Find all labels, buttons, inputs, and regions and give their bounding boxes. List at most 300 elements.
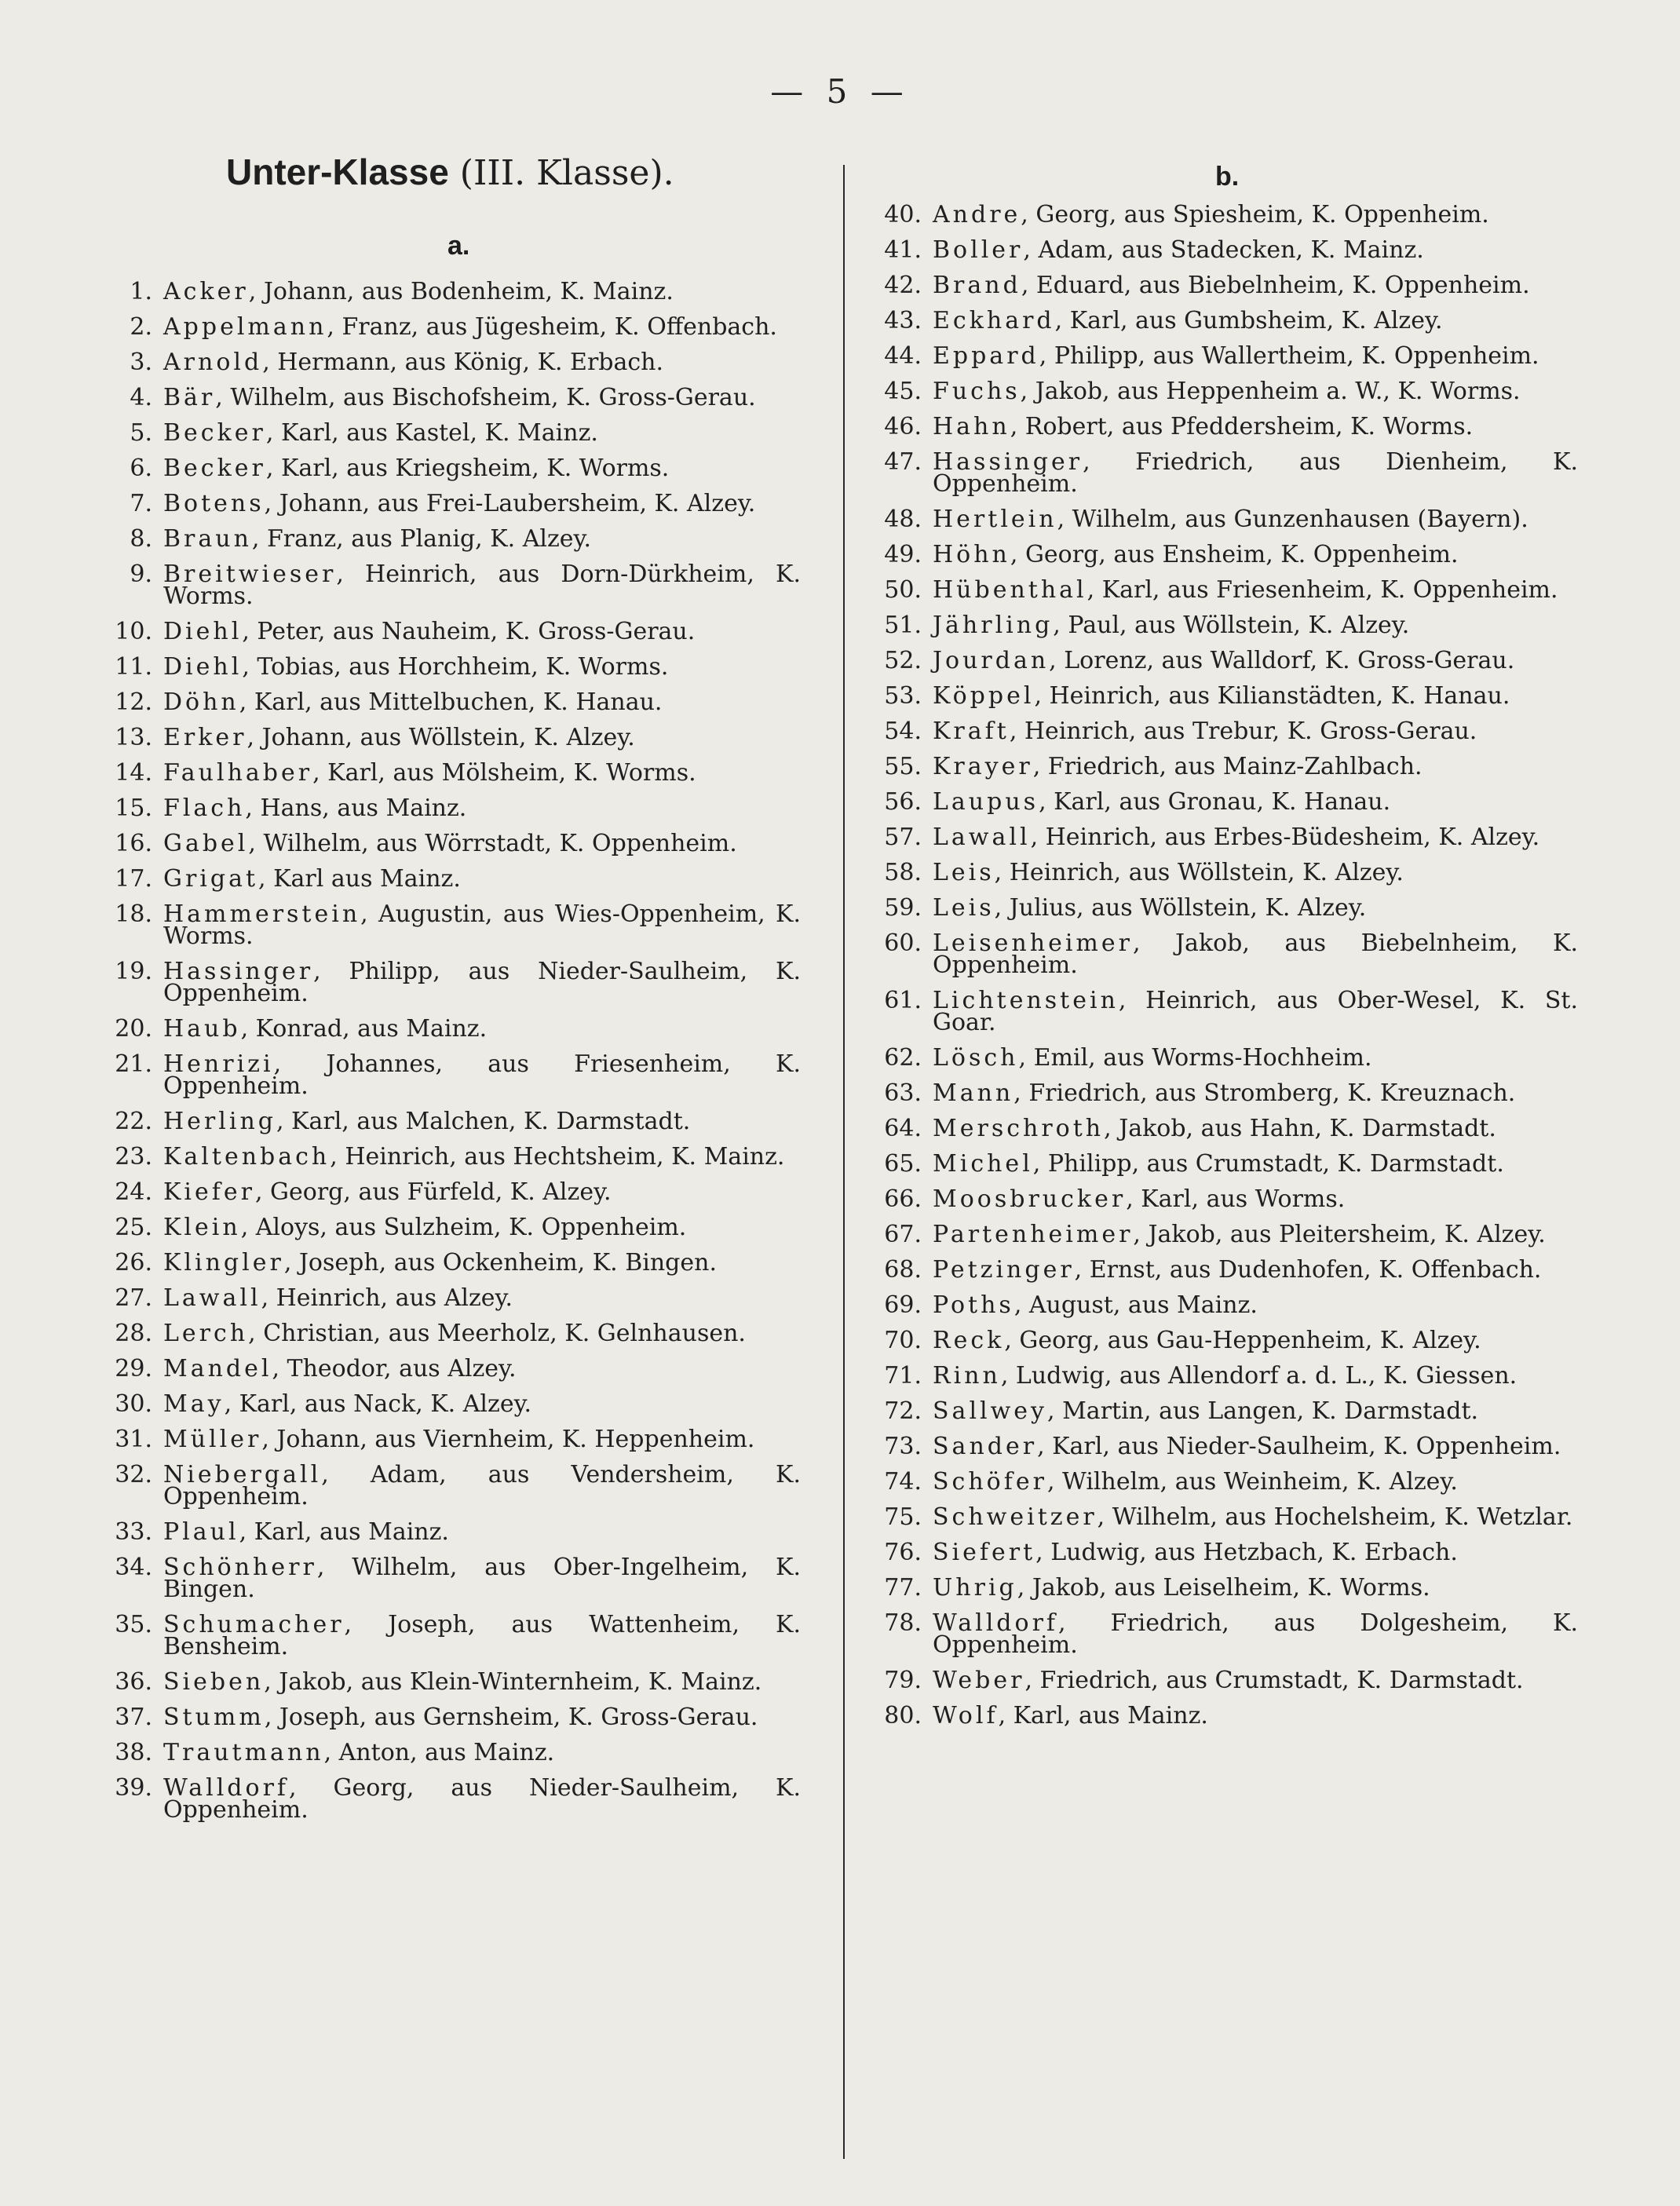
entry-number: 33.: [115, 1518, 152, 1546]
list-item: [871, 1327, 1578, 1354]
entry-details: , Karl, aus Mölsheim, K. Worms.: [312, 759, 696, 787]
entry-number: 41.: [884, 236, 922, 264]
entry-surname: Krayer: [933, 753, 1033, 780]
entry-details: , Martin, aus Langen, K. Darmstadt.: [1047, 1397, 1479, 1425]
entry-surname: Arnold: [163, 349, 263, 376]
list-item: [102, 724, 801, 751]
entry-details: , Wilhelm, aus Wörrstadt, K. Oppenheim.: [248, 830, 737, 857]
list-item: [871, 1539, 1578, 1566]
entry-number: 60.: [884, 930, 922, 957]
entry-surname: Hertlein: [933, 506, 1057, 533]
entry-details: , Friedrich, aus Crumstadt, K. Darmstadt.: [1024, 1667, 1524, 1694]
list-item: [102, 525, 801, 553]
list-item: [102, 278, 801, 305]
entry-number: 71.: [884, 1362, 922, 1390]
list-item: [871, 1256, 1578, 1284]
entry-details: , Ernst, aus Dudenhofen, K. Offenbach.: [1074, 1256, 1542, 1284]
entry-number: 66.: [884, 1185, 922, 1213]
list-item: [871, 824, 1578, 851]
entry-surname: Köppel: [933, 682, 1035, 710]
entry-surname: Leis: [933, 894, 995, 922]
entry-surname: May: [163, 1390, 225, 1418]
entry-details: , Ludwig, aus Hetzbach, K. Erbach.: [1035, 1539, 1458, 1566]
entry-details: , Wilhelm, aus Bischofsheim, K. Gross-Gerau.: [215, 384, 756, 411]
list-item: [871, 1702, 1578, 1729]
entry-details: , Georg, aus Ensheim, K. Oppenheim.: [1010, 541, 1459, 568]
entry-details: , Heinrich, aus Erbes-Büdesheim, K. Alzey.: [1030, 824, 1540, 851]
entry-number: 51.: [884, 612, 922, 639]
list-item: [102, 1426, 801, 1453]
entry-surname: Lawall: [163, 1284, 261, 1312]
entry-surname: Sallwey: [933, 1397, 1048, 1425]
entry-details: , Theodor, aus Alzey.: [272, 1355, 517, 1382]
entry-number: 3.: [130, 349, 152, 376]
entry-details: , Jakob, aus Pleitersheim, K. Alzey.: [1133, 1221, 1546, 1248]
list-item: [102, 349, 801, 376]
list-item: [871, 342, 1578, 370]
entry-details: , Jakob, aus Klein-Winternheim, K. Mainz.: [264, 1668, 762, 1696]
entry-surname: Fuchs: [933, 378, 1021, 405]
list-item: [871, 1150, 1578, 1178]
entry-details: , Joseph, aus Wattenheim, K. Bensheim.: [163, 1611, 801, 1660]
entry-details: , August, aus Mainz.: [1013, 1291, 1258, 1319]
entry-details: , Georg, aus Spiesheim, K. Oppenheim.: [1021, 201, 1489, 228]
entry-surname: Siefert: [933, 1539, 1036, 1566]
list-item: [871, 272, 1578, 299]
entry-number: 63.: [884, 1079, 922, 1107]
entry-details: , Jakob, aus Hahn, K. Darmstadt.: [1104, 1115, 1496, 1142]
entry-details: , Georg, aus Nieder-Saulheim, K. Oppenheim.: [163, 1774, 801, 1824]
entry-number: 58.: [884, 859, 922, 886]
entry-surname: Brand: [933, 272, 1021, 299]
list-item: [102, 1611, 801, 1660]
entry-surname: Trautmann: [163, 1739, 324, 1766]
list-item: [102, 419, 801, 447]
entry-number: 14.: [115, 759, 152, 787]
entry-number: 48.: [884, 506, 922, 533]
entry-details: , Heinrich, aus Dorn-Dürkheim, K. Worms.: [163, 561, 801, 610]
entry-details: , Heinrich, aus Ober-Wesel, K. St. Goar.: [933, 987, 1578, 1036]
list-item: [102, 1108, 801, 1135]
entry-details: , Karl, aus Nack, K. Alzey.: [224, 1390, 532, 1418]
entry-surname: Höhn: [933, 541, 1010, 568]
entry-number: 61.: [884, 987, 922, 1014]
entry-details: , Karl, aus Gronau, K. Hanau.: [1039, 788, 1391, 816]
entry-number: 24.: [115, 1178, 152, 1206]
list-item: [871, 307, 1578, 334]
entry-surname: Michel: [933, 1150, 1033, 1178]
entry-surname: Lawall: [933, 824, 1031, 851]
list-item: [871, 1503, 1578, 1531]
entry-details: , Friedrich, aus Dienheim, K. Oppenheim.: [933, 448, 1578, 498]
list-item: [871, 1115, 1578, 1142]
entry-surname: Schöfer: [933, 1468, 1047, 1496]
entry-details: , Franz, aus Jügesheim, K. Offenbach.: [327, 313, 777, 341]
entry-surname: Henrizi: [163, 1050, 274, 1078]
entry-number: 49.: [884, 541, 922, 568]
entry-number: 4.: [130, 384, 152, 411]
list-item: [871, 682, 1578, 710]
entry-details: , Tobias, aus Horchheim, K. Worms.: [242, 653, 669, 681]
entry-number: 21.: [115, 1050, 152, 1078]
list-item: [871, 1574, 1578, 1602]
entry-details: , Julius, aus Wöllstein, K. Alzey.: [994, 894, 1367, 922]
list-item: [102, 900, 801, 950]
list-item: [102, 1668, 801, 1696]
entry-surname: Mandel: [163, 1355, 272, 1382]
entry-details: , Wilhelm, aus Weinheim, K. Alzey.: [1046, 1468, 1458, 1496]
entry-number: 65.: [884, 1150, 922, 1178]
entry-number: 44.: [884, 342, 922, 370]
entry-details: , Konrad, aus Mainz.: [240, 1015, 488, 1043]
student-list-b: [871, 201, 1578, 1740]
entry-surname: Lichtenstein: [933, 987, 1119, 1014]
column-label-a: a.: [447, 231, 470, 261]
list-item: [102, 455, 801, 482]
entry-surname: Sander: [933, 1433, 1038, 1460]
list-item: [102, 1214, 801, 1241]
list-item: [871, 1468, 1578, 1496]
entry-details: , Karl, aus Mittelbuchen, K. Hanau.: [239, 688, 663, 716]
list-item: [102, 653, 801, 681]
list-item: [871, 541, 1578, 568]
entry-number: 43.: [884, 307, 922, 334]
entry-surname: Bär: [163, 384, 216, 411]
list-item: [871, 1185, 1578, 1213]
entry-surname: Herling: [163, 1108, 276, 1135]
entry-details: , Johann, aus Frei-Laubersheim, K. Alzey.: [264, 490, 756, 517]
entry-details: , Karl, aus Mainz.: [239, 1518, 449, 1546]
list-item: [102, 1739, 801, 1766]
entry-details: , Paul, aus Wöllstein, K. Alzey.: [1053, 612, 1410, 639]
entry-details: , Ludwig, aus Allendorf a. d. L., K. Giessen.: [1000, 1362, 1517, 1390]
entry-number: 16.: [115, 830, 152, 857]
entry-details: , Johann, aus Bodenheim, K. Mainz.: [248, 278, 674, 305]
entry-number: 12.: [115, 688, 152, 716]
entry-number: 45.: [884, 378, 922, 405]
entry-surname: Eckhard: [933, 307, 1055, 334]
entry-surname: Becker: [163, 455, 266, 482]
entry-number: 73.: [884, 1433, 922, 1460]
entry-details: , Heinrich, aus Hechtsheim, K. Mainz.: [330, 1143, 785, 1171]
entry-surname: Botens: [163, 490, 265, 517]
entry-number: 5.: [130, 419, 152, 447]
entry-details: , Lorenz, aus Walldorf, K. Gross-Gerau.: [1049, 647, 1515, 674]
entry-number: 80.: [884, 1702, 922, 1729]
list-item: [102, 490, 801, 517]
entry-details: , Karl, aus Malchen, K. Darmstadt.: [276, 1108, 691, 1135]
entry-details: , Jakob, aus Leiselheim, K. Worms.: [1017, 1574, 1430, 1602]
entry-number: 32.: [115, 1461, 152, 1488]
entry-details: , Karl, aus Friesenheim, K. Oppenheim.: [1087, 576, 1558, 604]
list-item: [102, 1050, 801, 1100]
entry-number: 34.: [115, 1554, 152, 1581]
entry-surname: Mann: [933, 1079, 1014, 1107]
entry-surname: Kraft: [933, 718, 1010, 745]
list-item: [871, 448, 1578, 498]
list-item: [102, 759, 801, 787]
entry-details: , Hans, aus Mainz.: [245, 794, 467, 822]
entry-number: 38.: [115, 1739, 152, 1766]
entry-surname: Hassinger: [933, 448, 1083, 476]
entry-number: 47.: [884, 448, 922, 476]
entry-number: 62.: [884, 1044, 922, 1072]
list-item: [871, 1433, 1578, 1460]
entry-surname: Jährling: [933, 612, 1054, 639]
list-item: [871, 612, 1578, 639]
entry-number: 72.: [884, 1397, 922, 1425]
entry-surname: Uhrig: [933, 1574, 1017, 1602]
list-item: [102, 794, 801, 822]
entry-details: , Karl, aus Nieder-Saulheim, K. Oppenheim.: [1037, 1433, 1561, 1460]
entry-number: 9.: [130, 561, 152, 588]
entry-number: 50.: [884, 576, 922, 604]
list-item: [871, 1291, 1578, 1319]
entry-number: 18.: [115, 900, 152, 928]
entry-number: 69.: [884, 1291, 922, 1319]
list-item: [871, 576, 1578, 604]
entry-number: 77.: [884, 1574, 922, 1602]
entry-details: , Eduard, aus Biebelnheim, K. Oppenheim.: [1021, 272, 1530, 299]
list-item: [871, 894, 1578, 922]
entry-surname: Sieben: [163, 1668, 265, 1696]
list-item: [871, 1079, 1578, 1107]
entry-number: 52.: [884, 647, 922, 674]
entry-details: , Friedrich, aus Stromberg, K. Kreuznach.: [1013, 1079, 1516, 1107]
entry-details: , Friedrich, aus Dolgesheim, K. Oppenheim.: [933, 1609, 1578, 1659]
entry-number: 68.: [884, 1256, 922, 1284]
entry-number: 2.: [130, 313, 152, 341]
entry-details: , Karl, aus Mainz.: [998, 1702, 1208, 1729]
entry-number: 64.: [884, 1115, 922, 1142]
entry-surname: Schönherr: [163, 1554, 317, 1581]
entry-details: , Johannes, aus Friesenheim, K. Oppenheim.: [163, 1050, 801, 1100]
entry-number: 67.: [884, 1221, 922, 1248]
entry-details: , Wilhelm, aus Hochelsheim, K. Wetzlar.: [1097, 1503, 1573, 1531]
entry-surname: Kaltenbach: [163, 1143, 331, 1171]
entry-number: 39.: [115, 1774, 152, 1802]
entry-details: , Philipp, aus Crumstadt, K. Darmstadt.: [1032, 1150, 1504, 1178]
list-item: [871, 506, 1578, 533]
list-item: [102, 1015, 801, 1043]
entry-number: 15.: [115, 794, 152, 822]
list-item: [871, 1362, 1578, 1390]
entry-number: 40.: [884, 201, 922, 228]
entry-surname: Rinn: [933, 1362, 1001, 1390]
list-item: [102, 1390, 801, 1418]
entry-details: , Heinrich, aus Kilianstädten, K. Hanau.: [1034, 682, 1510, 710]
entry-surname: Haub: [163, 1015, 241, 1043]
entry-details: , Jakob, aus Heppenheim a. W., K. Worms.: [1020, 378, 1521, 405]
entry-details: , Philipp, aus Nieder-Saulheim, K. Oppenheim.: [163, 958, 801, 1007]
entry-number: 53.: [884, 682, 922, 710]
entry-details: , Georg, aus Gau-Heppenheim, K. Alzey.: [1004, 1327, 1481, 1354]
entry-details: , Heinrich, aus Trebur, K. Gross-Gerau.: [1009, 718, 1477, 745]
entry-surname: Poths: [933, 1291, 1014, 1319]
entry-details: , Christian, aus Meerholz, K. Gelnhausen.: [248, 1320, 746, 1347]
entry-surname: Stumm: [163, 1704, 265, 1731]
list-item: [871, 930, 1578, 979]
list-item: [102, 1774, 801, 1824]
entry-surname: Laupus: [933, 788, 1039, 816]
entry-number: 13.: [115, 724, 152, 751]
entry-surname: Diehl: [163, 618, 243, 645]
entry-details: , Wilhelm, aus Ober-Ingelheim, K. Bingen.: [163, 1554, 801, 1603]
entry-surname: Jourdan: [933, 647, 1050, 674]
list-item: [871, 236, 1578, 264]
entry-number: 1.: [130, 278, 152, 305]
entry-details: , Karl, aus Worms.: [1126, 1185, 1346, 1213]
list-item: [102, 1320, 801, 1347]
entry-details: , Philipp, aus Wallertheim, K. Oppenheim.: [1039, 342, 1539, 370]
entry-surname: Boller: [933, 236, 1024, 264]
entry-surname: Erker: [163, 724, 247, 751]
entry-surname: Becker: [163, 419, 266, 447]
entry-surname: Hassinger: [163, 958, 314, 985]
entry-surname: Diehl: [163, 653, 243, 681]
entry-surname: Leisenheimer: [933, 930, 1133, 957]
column-divider: [843, 165, 845, 2159]
entry-surname: Leis: [933, 859, 995, 886]
entry-details: , Anton, aus Mainz.: [323, 1739, 555, 1766]
entry-number: 27.: [115, 1284, 152, 1312]
entry-details: , Franz, aus Planig, K. Alzey.: [251, 525, 592, 553]
entry-number: 30.: [115, 1390, 152, 1418]
entry-details: , Peter, aus Nauheim, K. Gross-Gerau.: [242, 618, 696, 645]
entry-surname: Müller: [163, 1426, 262, 1453]
list-item: [871, 1609, 1578, 1659]
list-item: [102, 1518, 801, 1546]
heading-main: Unter-Klasse: [226, 152, 449, 192]
entry-details: , Joseph, aus Ockenheim, K. Bingen.: [283, 1249, 717, 1276]
entry-number: 22.: [115, 1108, 152, 1135]
entry-details: , Heinrich, aus Alzey.: [261, 1284, 513, 1312]
list-item: [871, 753, 1578, 780]
list-item: [871, 1044, 1578, 1072]
entry-details: , Adam, aus Stadecken, K. Mainz.: [1023, 236, 1424, 264]
entry-number: 29.: [115, 1355, 152, 1382]
entry-surname: Kiefer: [163, 1178, 255, 1206]
entry-details: , Aloys, aus Sulzheim, K. Oppenheim.: [240, 1214, 687, 1241]
entry-details: , Johann, aus Wöllstein, K. Alzey.: [247, 724, 635, 751]
entry-details: , Adam, aus Vendersheim, K. Oppenheim.: [163, 1461, 801, 1510]
entry-details: , Karl, aus Kastel, K. Mainz.: [265, 419, 598, 447]
list-item: [102, 384, 801, 411]
entry-surname: Acker: [163, 278, 249, 305]
entry-surname: Niebergall: [163, 1461, 322, 1488]
list-item: [871, 647, 1578, 674]
entry-number: 46.: [884, 413, 922, 440]
entry-number: 11.: [115, 653, 152, 681]
entry-details: , Robert, aus Pfeddersheim, K. Worms.: [1010, 413, 1474, 440]
entry-number: 26.: [115, 1249, 152, 1276]
student-list-a: [102, 278, 801, 1835]
entry-number: 20.: [115, 1015, 152, 1043]
list-item: [871, 1221, 1578, 1248]
entry-surname: Walldorf: [933, 1609, 1059, 1637]
entry-details: , Wilhelm, aus Gunzenhausen (Bayern).: [1057, 506, 1528, 533]
entry-details: , Augustin, aus Wies-Oppenheim, K. Worms.: [163, 900, 801, 950]
list-item: [102, 1284, 801, 1312]
entry-number: 76.: [884, 1539, 922, 1566]
entry-number: 31.: [115, 1426, 152, 1453]
entry-surname: Grigat: [163, 865, 259, 893]
list-item: [871, 718, 1578, 745]
entry-number: 59.: [884, 894, 922, 922]
entry-number: 75.: [884, 1503, 922, 1531]
list-item: [871, 378, 1578, 405]
entry-surname: Plaul: [163, 1518, 239, 1546]
list-item: [871, 1397, 1578, 1425]
list-item: [102, 865, 801, 893]
entry-surname: Hahn: [933, 413, 1010, 440]
entry-number: 35.: [115, 1611, 152, 1638]
entry-number: 8.: [130, 525, 152, 553]
list-item: [102, 313, 801, 341]
column-label-b: b.: [1215, 162, 1240, 192]
entry-number: 78.: [884, 1609, 922, 1637]
entry-number: 10.: [115, 618, 152, 645]
list-item: [102, 1178, 801, 1206]
entry-surname: Hübenthal: [933, 576, 1087, 604]
list-item: [871, 201, 1578, 228]
entry-details: , Emil, aus Worms-Hochheim.: [1018, 1044, 1372, 1072]
entry-surname: Gabel: [163, 830, 249, 857]
entry-number: 23.: [115, 1143, 152, 1171]
entry-surname: Klingler: [163, 1249, 284, 1276]
list-item: [102, 618, 801, 645]
class-heading: [226, 151, 674, 193]
entry-surname: Eppard: [933, 342, 1039, 370]
entry-number: 28.: [115, 1320, 152, 1347]
entry-surname: Döhn: [163, 688, 239, 716]
list-item: [102, 1704, 801, 1731]
entry-surname: Andre: [933, 201, 1021, 228]
entry-number: 36.: [115, 1668, 152, 1696]
list-item: [102, 830, 801, 857]
entry-surname: Reck: [933, 1327, 1005, 1354]
entry-surname: Klein: [163, 1214, 241, 1241]
entry-number: 79.: [884, 1667, 922, 1694]
list-item: [102, 1461, 801, 1510]
entry-details: , Karl, aus Kriegsheim, K. Worms.: [265, 455, 670, 482]
entry-number: 19.: [115, 958, 152, 985]
entry-surname: Lerch: [163, 1320, 249, 1347]
list-item: [102, 688, 801, 716]
list-item: [102, 958, 801, 1007]
list-item: [102, 1249, 801, 1276]
entry-details: , Hermann, aus König, K. Erbach.: [262, 349, 664, 376]
heading-sub: (III. Klasse).: [459, 153, 674, 193]
entry-surname: Breitwieser: [163, 561, 337, 588]
entry-details: , Johann, aus Viernheim, K. Heppenheim.: [261, 1426, 755, 1453]
entry-number: 17.: [115, 865, 152, 893]
list-item: [102, 1554, 801, 1603]
list-item: [871, 859, 1578, 886]
entry-surname: Faulhaber: [163, 759, 313, 787]
entry-number: 56.: [884, 788, 922, 816]
entry-details: , Joseph, aus Gernsheim, K. Gross-Gerau.: [264, 1704, 758, 1731]
entry-surname: Moosbrucker: [933, 1185, 1127, 1213]
list-item: [871, 788, 1578, 816]
entry-surname: Partenheimer: [933, 1221, 1134, 1248]
entry-surname: Hammerstein: [163, 900, 361, 928]
list-item: [871, 1667, 1578, 1694]
entry-number: 74.: [884, 1468, 922, 1496]
list-item: [871, 987, 1578, 1036]
list-item: [102, 561, 801, 610]
entry-surname: Braun: [163, 525, 252, 553]
